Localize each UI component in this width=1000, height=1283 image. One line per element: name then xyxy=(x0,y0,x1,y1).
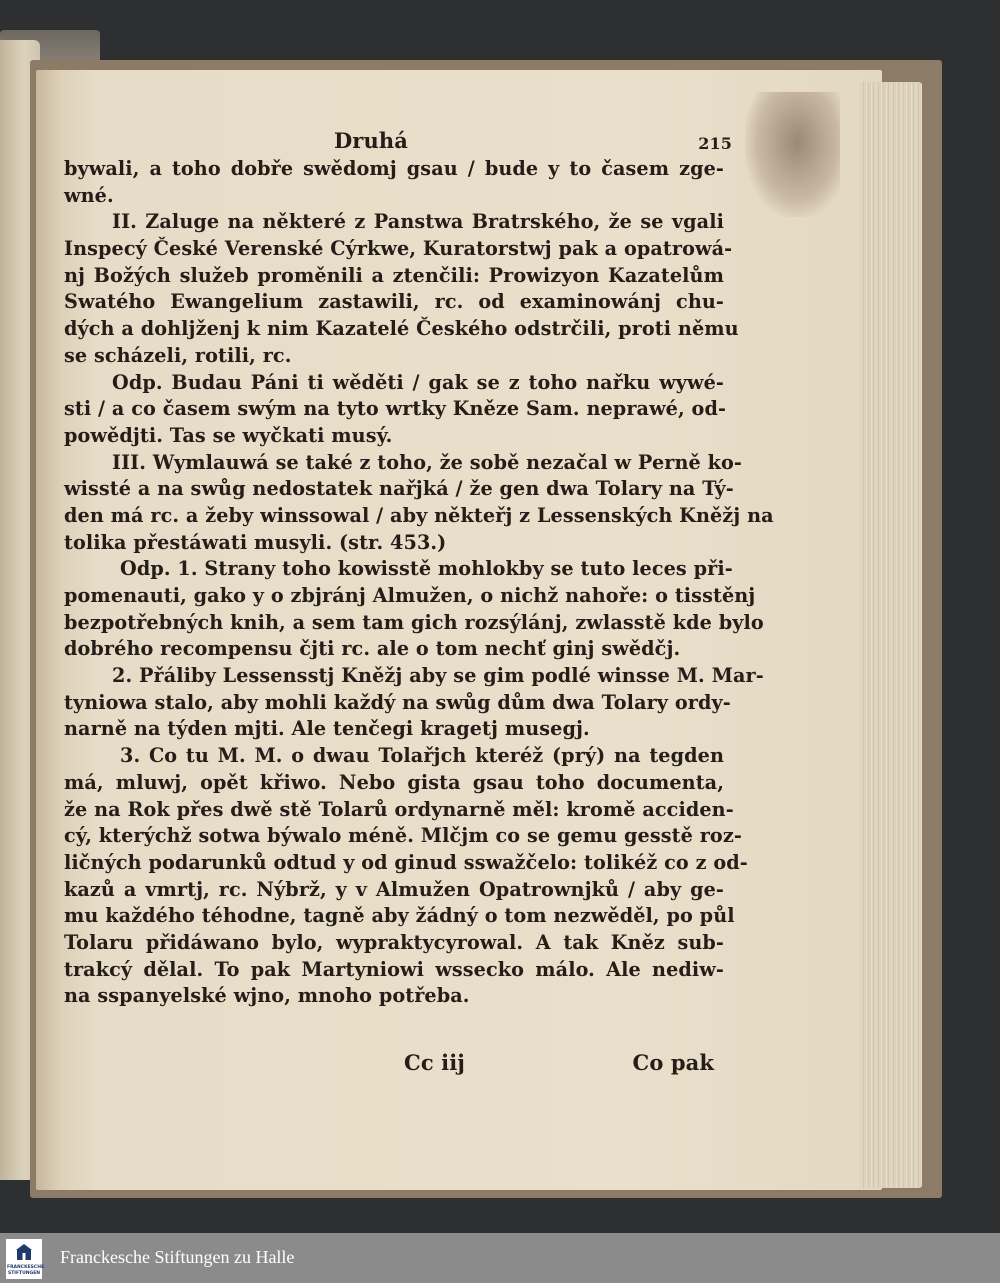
text-line: bywali, a toho dobře swědomj gsau / bude y to časem zge- xyxy=(64,157,724,180)
text-line: 2. Přáliby Lessensstj Kněžj aby se gim podlé winsse M. Mar- xyxy=(112,664,764,688)
text-line: 3. Co tu M. M. o dwau Tolařjch kteréž (prý) na tegden xyxy=(120,744,724,768)
text-line: bezpotřebných knih, a sem tam gich rozsýlánj, zwlasstě kde bylo xyxy=(64,610,764,634)
text-line: pomenauti, gako y o zbjránj Almužen, o nichž nahoře: o tisstěnj xyxy=(64,584,756,607)
text-line: že na Rok přes dwě stě Tolarů ordynarně měl: kromě acciden- xyxy=(64,797,734,821)
logo-text-line1: FRANCKESCHE xyxy=(7,1265,45,1270)
franckesche-logo[interactable] xyxy=(6,1239,45,1279)
text-line: den má rc. a žeby winssowal / aby někteřj z Lessenských Kněžj na xyxy=(64,503,774,527)
text-line: ličných podarunků odtud y od ginud sswažčelo: tolikéž co z od- xyxy=(64,850,748,874)
logo-text-line2: STIFTUNGEN xyxy=(7,1271,41,1276)
text-line: nj Božých služeb proměnili a ztenčili: Prowizyon Kazatelům xyxy=(64,263,724,287)
text-line: se scházeli, rotili, rc. xyxy=(64,343,292,367)
text-line: Tolaru přidáwano bylo, wypraktycyrowal. A tak Kněz sub- xyxy=(64,930,724,954)
running-title: Druhá xyxy=(334,128,408,153)
text-line: na sspanyelské wjno, mnoho potřeba. xyxy=(64,984,470,1008)
text-line: cý, kterýchž sotwa býwalo méně. Mlčjm co se gemu gesstě roz- xyxy=(64,824,742,848)
catchword: Co pak xyxy=(632,1050,714,1075)
signature-mark: Cc iij xyxy=(404,1050,465,1075)
text-line: wissté a na swůg nedostatek nařjká / že gen dwa Tolary na Tý- xyxy=(64,477,734,501)
text-lines xyxy=(64,156,774,1010)
footer-bar xyxy=(0,1233,1000,1283)
text-line: dých a dohljženj k nim Kazatelé Českého odstrčili, proti němu xyxy=(64,317,739,341)
text-line: Inspecý České Verenské Cýrkwe, Kuratorstwj pak a opatrowá- xyxy=(64,237,733,261)
running-head xyxy=(64,128,732,154)
text-line: má, mluwj, opět křiwo. Nebo gista gsau toho documenta, xyxy=(64,770,724,794)
institution-emblem-icon xyxy=(15,1243,33,1261)
text-line: tolika přestáwati musyli. (str. 453.) xyxy=(64,530,447,554)
page-number: 215 xyxy=(698,134,732,153)
text-line: powědjti. Tas se wyčkati musý. xyxy=(64,423,393,447)
page-footer-marks xyxy=(64,1050,724,1080)
footer-institution-name: Franckesche Stiftungen zu Halle xyxy=(60,1247,295,1267)
page-stain xyxy=(745,92,840,217)
text-line: trakcý dělal. To pak Martyniowi wssecko málo. Ale nediw- xyxy=(64,957,724,981)
text-line: sti / a co časem swým na tyto wrtky Kněze Sam. neprawé, od- xyxy=(64,397,727,421)
text-line: mu každého téhodne, tagně aby žádný o tom nezwěděl, po půl xyxy=(64,904,735,928)
text-line: III. Wymlauwá se také z toho, že sobě nezačal w Perně ko- xyxy=(112,450,742,474)
text-line: dobrého recompensu čjti rc. ale o tom nechť ginj swědčj. xyxy=(64,637,681,661)
text-line: Odp. 1. Strany toho kowisstě mohlokby se tuto leces při- xyxy=(120,557,733,581)
text-line: narně na týden mjti. Ale tenčegi kragetj musegj. xyxy=(64,717,590,741)
text-line: Swatého Ewangelium zastawili, rc. od examinowánj chu- xyxy=(64,290,724,314)
page-stack-edge xyxy=(860,82,922,1188)
text-line: wné. xyxy=(64,183,114,207)
text-line: II. Zaluge na některé z Panstwa Bratrského, že se vgali xyxy=(112,210,724,234)
text-line: tyniowa stalo, aby mohli každý na swůg dům dwa Tolary ordy- xyxy=(64,690,731,714)
text-line: kazů a vmrtj, rc. Nýbrž, y v Almužen Opatrownjků / aby ge- xyxy=(64,877,724,901)
text-line: Odp. Budau Páni ti wěděti / gak se z toho nařku wywé- xyxy=(112,370,724,394)
